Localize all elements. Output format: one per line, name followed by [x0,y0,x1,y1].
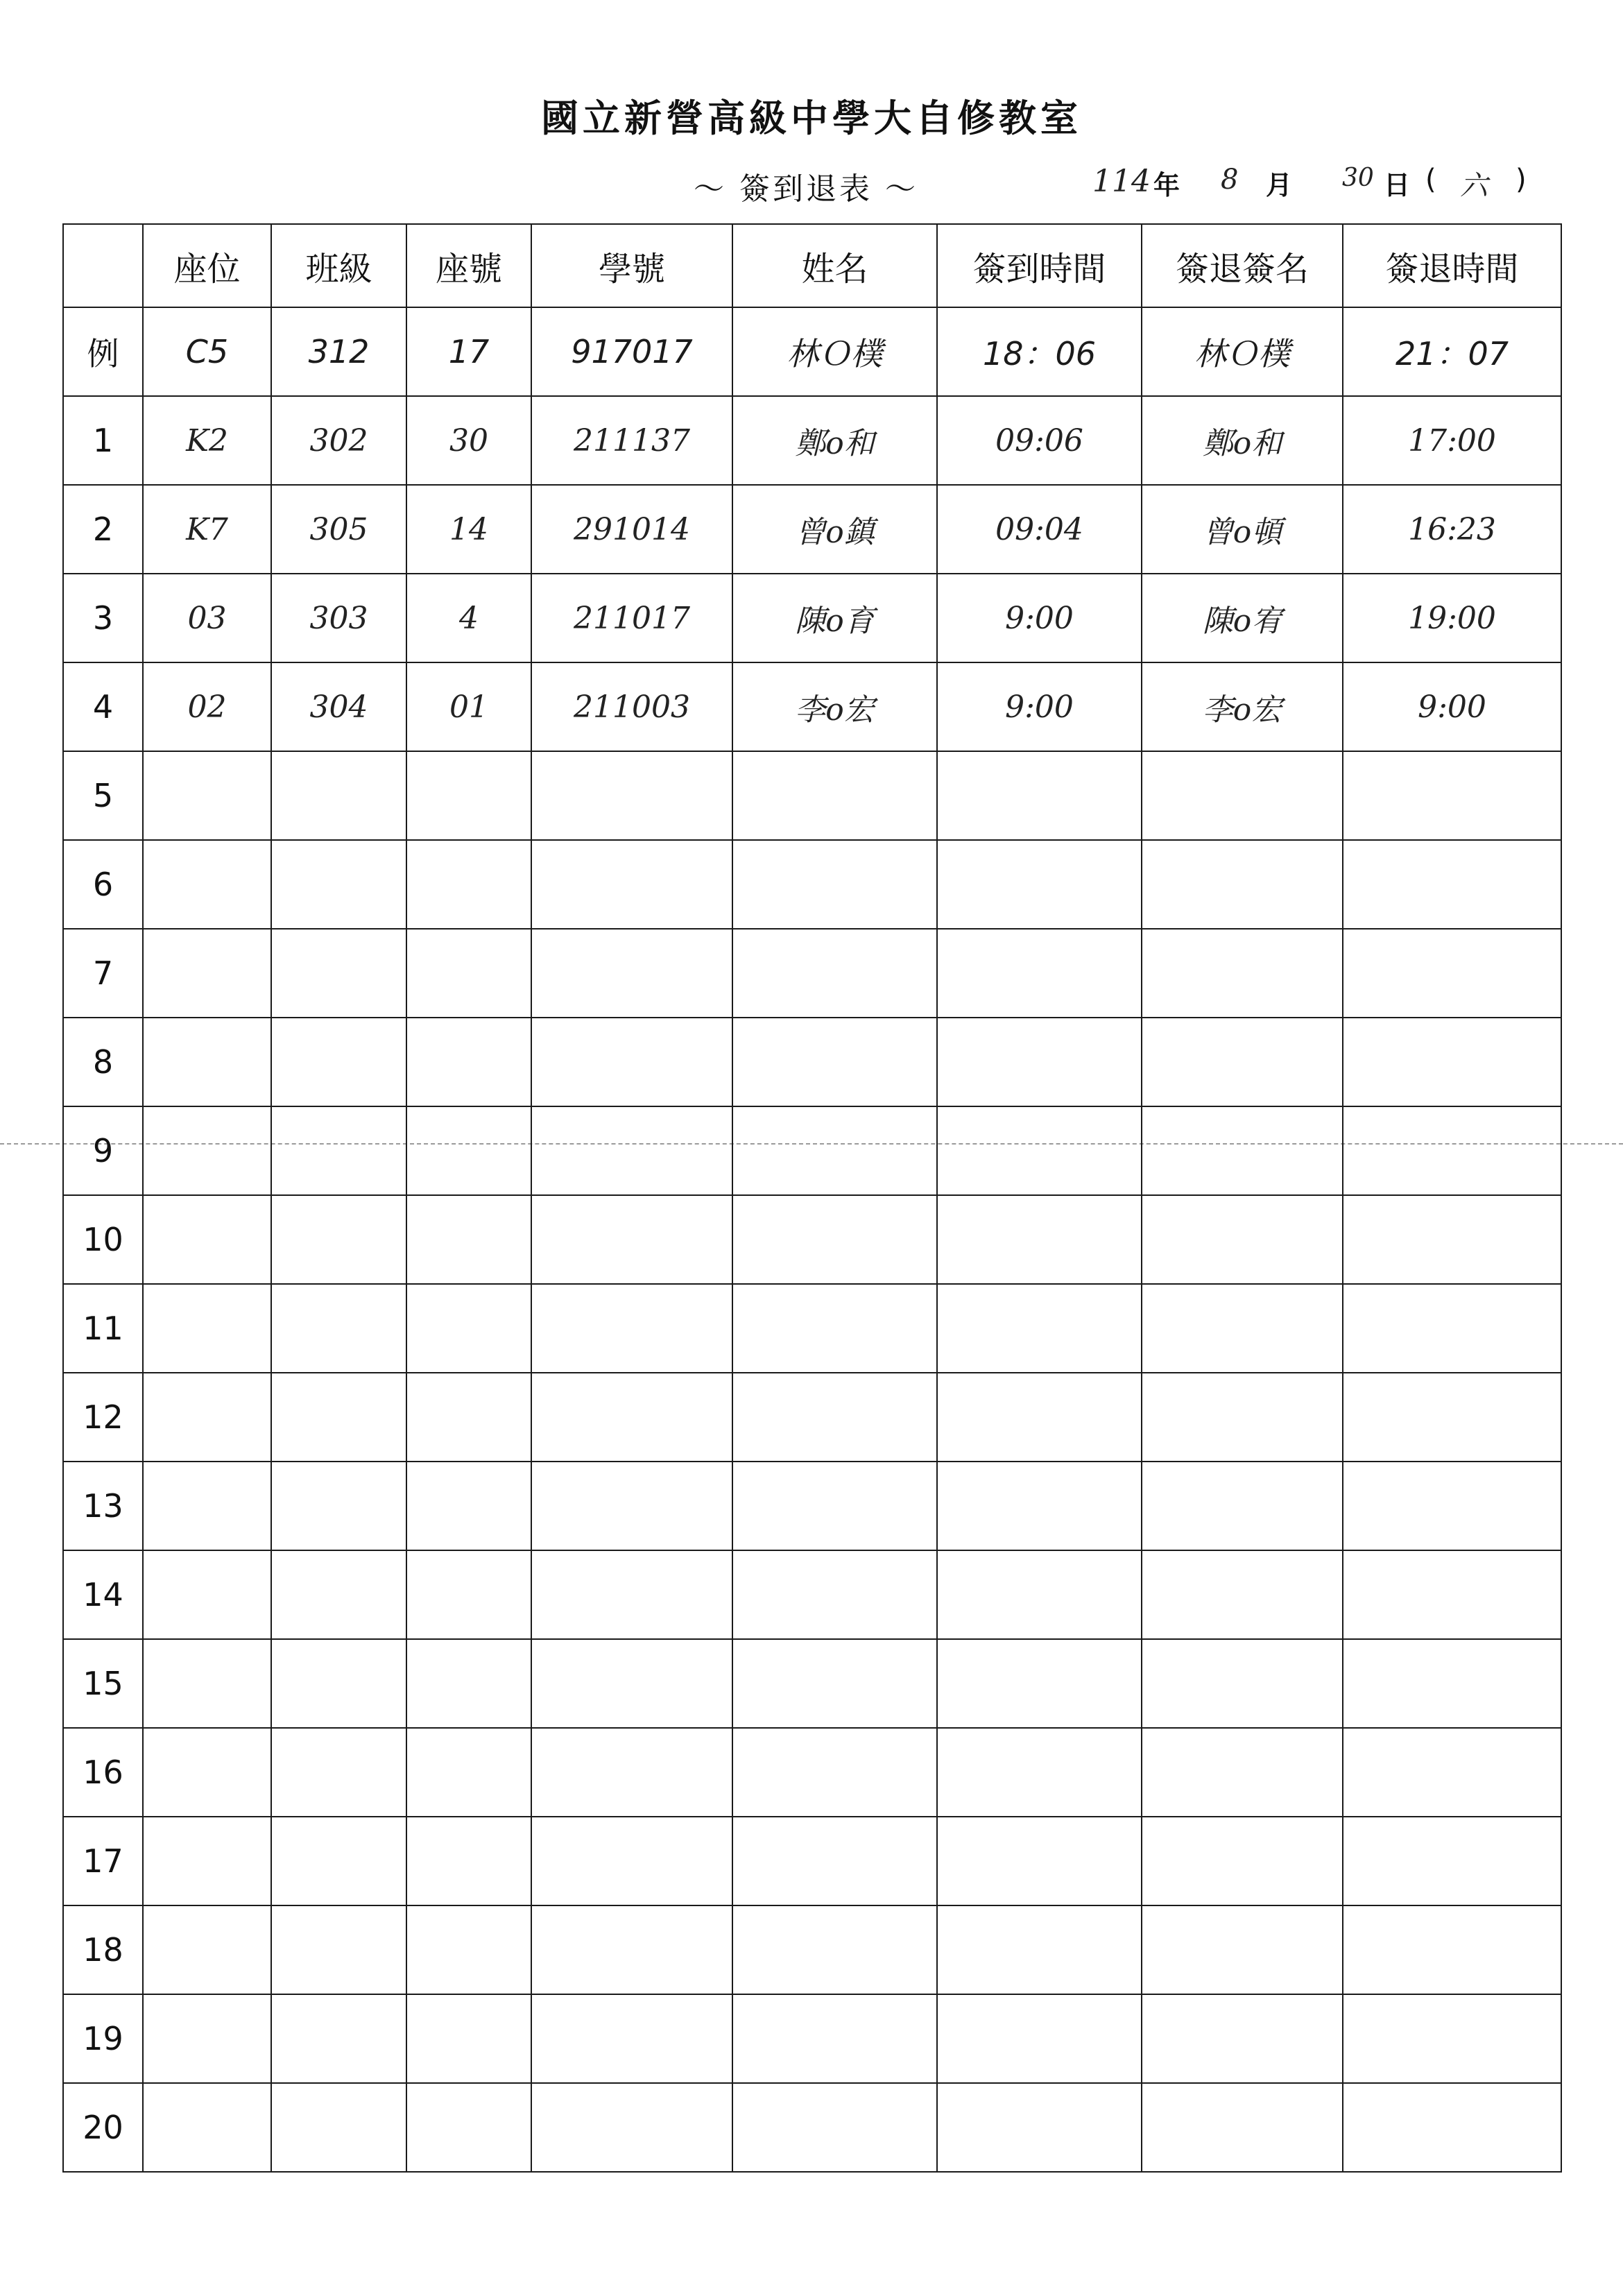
row-number: 20 [63,2083,143,2172]
class-cell: 303 [271,574,406,662]
date-day-value: 30 [1342,164,1374,192]
signout-time-cell: 21：07 [1343,307,1561,396]
name-cell: 林Ｏ樸 [732,307,937,396]
seat-number-cell [406,1018,531,1106]
seat-number-cell [406,1639,531,1728]
signin-time-cell: 9:00 [937,574,1142,662]
table-row [63,485,1561,574]
header-student-id: 學號 [531,224,732,307]
page-title: 國立新營高級中學大自修教室 [541,96,1082,140]
seat-cell [143,2083,271,2172]
signout-name-cell [1142,1905,1343,1994]
class-cell [271,1284,406,1373]
name-cell [732,1284,937,1373]
row-number: 5 [63,751,143,840]
form-date [1092,164,1550,205]
row-number: 8 [63,1018,143,1106]
student-id-cell [531,1018,732,1106]
row-number: 2 [63,485,143,574]
table-row [63,1639,1561,1728]
header-signout-name: 簽退簽名 [1142,224,1343,307]
signout-name-cell [1142,929,1343,1018]
signin-time-cell: 09:04 [937,485,1142,574]
date-day-unit: 日 [1384,169,1411,200]
signout-name-cell: 鄭o和 [1142,396,1343,485]
signout-time-cell [1343,1639,1561,1728]
name-cell [732,2083,937,2172]
signout-time-cell [1343,1195,1561,1284]
seat-number-cell [406,1905,531,1994]
student-id-cell [531,751,732,840]
seat-number-cell [406,2083,531,2172]
name-cell [732,1994,937,2083]
table-row [63,1284,1561,1373]
signout-time-cell [1343,1905,1561,1994]
row-number: 12 [63,1373,143,1462]
seat-cell [143,1462,271,1550]
seat-cell [143,1195,271,1284]
name-cell [732,1373,937,1462]
header-class: 班級 [271,224,406,307]
class-cell [271,840,406,929]
seat-cell: 02 [143,662,271,751]
class-cell: 312 [271,307,406,396]
row-number: 15 [63,1639,143,1728]
signin-time-cell [937,840,1142,929]
row-number: 17 [63,1817,143,1905]
class-cell [271,1106,406,1195]
class-cell: 304 [271,662,406,751]
seat-cell [143,1817,271,1905]
row-number: 18 [63,1905,143,1994]
table-row [63,1106,1561,1195]
signout-time-cell [1343,1373,1561,1462]
seat-number-cell [406,1728,531,1817]
row-number: 6 [63,840,143,929]
student-id-cell: 211003 [531,662,732,751]
signin-time-cell [937,751,1142,840]
student-id-cell [531,1462,732,1550]
table-row [63,574,1561,662]
seat-number-cell [406,1195,531,1284]
seat-number-cell: 14 [406,485,531,574]
table-row [63,751,1561,840]
example-row [63,307,1561,396]
student-id-cell [531,1817,732,1905]
student-id-cell [531,1373,732,1462]
signout-name-cell: 陳o宥 [1142,574,1343,662]
date-month-value: 8 [1221,164,1239,196]
student-id-cell [531,1284,732,1373]
signout-name-cell [1142,1018,1343,1106]
header-seat: 座位 [143,224,271,307]
signout-name-cell [1142,2083,1343,2172]
form-subtitle: ～ 簽到退表 ～ [694,171,918,207]
class-cell: 305 [271,485,406,574]
table-row [63,662,1561,751]
seat-number-cell: 4 [406,574,531,662]
row-number: 4 [63,662,143,751]
table-row [63,1195,1561,1284]
name-cell [732,1728,937,1817]
table-row [63,1462,1561,1550]
name-cell [732,1817,937,1905]
signout-name-cell [1142,1994,1343,2083]
row-number: 9 [63,1106,143,1195]
signout-time-cell [1343,751,1561,840]
signin-time-cell [937,1728,1142,1817]
signout-name-cell: 林Ｏ樸 [1142,307,1343,396]
table-row [63,840,1561,929]
name-cell [732,1462,937,1550]
class-cell [271,1462,406,1550]
signout-name-cell [1142,1462,1343,1550]
signout-name-cell [1142,840,1343,929]
seat-cell: 03 [143,574,271,662]
seat-cell [143,751,271,840]
signout-time-cell: 9:00 [1343,662,1561,751]
date-year-value: 114 [1092,164,1151,199]
signout-name-cell [1142,1284,1343,1373]
signin-time-cell [937,1284,1142,1373]
header-signin-time: 簽到時間 [937,224,1142,307]
seat-number-cell [406,1994,531,2083]
seat-cell [143,1284,271,1373]
signout-name-cell [1142,1106,1343,1195]
table-row [63,1994,1561,2083]
student-id-cell [531,1106,732,1195]
class-cell [271,1550,406,1639]
signout-time-cell [1343,840,1561,929]
class-cell [271,1905,406,1994]
signout-time-cell [1343,1462,1561,1550]
signin-time-cell [937,1018,1142,1106]
class-cell [271,2083,406,2172]
signout-name-cell [1142,1639,1343,1728]
seat-cell [143,1639,271,1728]
name-cell: 陳o育 [732,574,937,662]
seat-cell: K7 [143,485,271,574]
name-cell [732,1106,937,1195]
student-id-cell [531,1550,732,1639]
signin-time-cell [937,1106,1142,1195]
row-number: 19 [63,1994,143,2083]
signout-time-cell [1343,929,1561,1018]
header-corner [63,224,143,307]
signout-time-cell [1343,1106,1561,1195]
name-cell [732,929,937,1018]
student-id-cell [531,840,732,929]
seat-number-cell [406,751,531,840]
class-cell: 302 [271,396,406,485]
class-cell [271,1373,406,1462]
table-row [63,1728,1561,1817]
seat-cell [143,1018,271,1106]
class-cell [271,1817,406,1905]
date-weekday-value: 六 [1460,170,1488,202]
date-year-unit: 年 [1153,169,1180,200]
student-id-cell [531,2083,732,2172]
signin-time-cell [937,1550,1142,1639]
name-cell [732,1550,937,1639]
table-row [63,2083,1561,2172]
student-id-cell [531,1994,732,2083]
seat-cell [143,1994,271,2083]
table-row [63,396,1561,485]
signout-time-cell [1343,1550,1561,1639]
student-id-cell [531,1639,732,1728]
header-name: 姓名 [732,224,937,307]
row-number: 10 [63,1195,143,1284]
table-row [63,1018,1561,1106]
student-id-cell [531,1905,732,1994]
row-number: 14 [63,1550,143,1639]
name-cell [732,751,937,840]
seat-number-cell [406,1550,531,1639]
seat-cell [143,1373,271,1462]
signin-time-cell [937,1905,1142,1994]
signin-time-cell: 18：06 [937,307,1142,396]
row-number: 1 [63,396,143,485]
name-cell: 曾o鎮 [732,485,937,574]
seat-number-cell: 17 [406,307,531,396]
signin-time-cell: 09:06 [937,396,1142,485]
signin-time-cell [937,1462,1142,1550]
signin-time-cell [937,2083,1142,2172]
seat-cell [143,929,271,1018]
seat-number-cell [406,929,531,1018]
seat-cell [143,1106,271,1195]
signout-time-cell [1343,2083,1561,2172]
name-cell [732,840,937,929]
class-cell [271,1018,406,1106]
class-cell [271,1195,406,1284]
seat-cell [143,1728,271,1817]
seat-cell [143,1550,271,1639]
date-weekday-open: ( [1425,164,1436,196]
signout-time-cell: 16:23 [1343,485,1561,574]
row-number: 11 [63,1284,143,1373]
signout-name-cell [1142,1195,1343,1284]
class-cell [271,751,406,840]
signin-time-cell [937,1195,1142,1284]
date-month-unit: 月 [1266,169,1293,200]
class-cell [271,1639,406,1728]
date-weekday-close: ) [1515,164,1527,196]
signout-name-cell: 曾o頓 [1142,485,1343,574]
signin-time-cell [937,929,1142,1018]
row-number: 3 [63,574,143,662]
student-id-cell [531,929,732,1018]
signout-name-cell: 李o宏 [1142,662,1343,751]
table-header-row [63,224,1561,307]
class-cell [271,1728,406,1817]
seat-cell [143,1905,271,1994]
seat-cell [143,840,271,929]
name-cell: 李o宏 [732,662,937,751]
row-number: 例 [63,307,143,396]
row-number: 13 [63,1462,143,1550]
table-row [63,929,1561,1018]
name-cell [732,1639,937,1728]
student-id-cell [531,1728,732,1817]
table-row [63,1373,1561,1462]
seat-number-cell: 01 [406,662,531,751]
name-cell [732,1195,937,1284]
seat-number-cell [406,1462,531,1550]
signout-name-cell [1142,1817,1343,1905]
student-id-cell [531,1195,732,1284]
signout-time-cell [1343,1994,1561,2083]
name-cell [732,1018,937,1106]
table-row [63,1817,1561,1905]
signin-table [62,223,1562,2173]
signin-time-cell [937,1373,1142,1462]
row-number: 7 [63,929,143,1018]
seat-cell: C5 [143,307,271,396]
row-number: 16 [63,1728,143,1817]
seat-number-cell [406,840,531,929]
class-cell [271,929,406,1018]
signin-time-cell [937,1639,1142,1728]
signout-name-cell [1142,1550,1343,1639]
student-id-cell: 211137 [531,396,732,485]
seat-number-cell [406,1106,531,1195]
student-id-cell: 291014 [531,485,732,574]
signout-name-cell [1142,1373,1343,1462]
signin-time-cell [937,1994,1142,2083]
seat-number-cell: 30 [406,396,531,485]
signout-time-cell [1343,1284,1561,1373]
student-id-cell: 917017 [531,307,732,396]
student-id-cell: 211017 [531,574,732,662]
header-signout-time: 簽退時間 [1343,224,1561,307]
header-seat-number: 座號 [406,224,531,307]
table-row [63,1550,1561,1639]
class-cell [271,1994,406,2083]
signin-time-cell: 9:00 [937,662,1142,751]
name-cell [732,1905,937,1994]
seat-number-cell [406,1817,531,1905]
signout-name-cell [1142,1728,1343,1817]
signout-name-cell [1142,751,1343,840]
signout-time-cell: 17:00 [1343,396,1561,485]
seat-number-cell [406,1373,531,1462]
signout-time-cell [1343,1728,1561,1817]
seat-number-cell [406,1284,531,1373]
seat-cell: K2 [143,396,271,485]
signout-time-cell: 19:00 [1343,574,1561,662]
signout-time-cell [1343,1817,1561,1905]
table-row [63,1905,1561,1994]
name-cell: 鄭o和 [732,396,937,485]
signout-time-cell [1343,1018,1561,1106]
table-body [63,307,1561,2172]
signin-time-cell [937,1817,1142,1905]
